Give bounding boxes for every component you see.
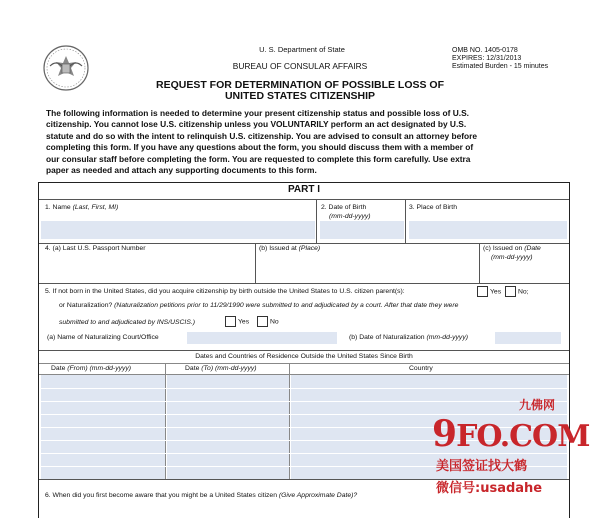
name-label: 1. Name (Last, First, MI) [45,204,119,211]
col-date-from: Date (From) (mm-dd-yyyy) [51,365,132,372]
q5-nat-no-checkbox[interactable] [257,316,268,327]
us-great-seal-icon [42,44,90,92]
q5-naturalization-options: Yes No [223,316,279,327]
nat-date-label: (b) Date of Naturalization (mm-dd-yyyy) [349,334,468,341]
estimated-burden: Estimated Burden - 15 minutes [452,63,549,70]
nat-date-input[interactable] [495,332,561,344]
passport-label: 4. (a) Last U.S. Passport Number [45,245,146,252]
contact-watermark: 美国签证找大鹤 微信号:usadahe [436,459,543,496]
site-watermark: 九佛网 9FO.COM [432,398,590,455]
court-label: (a) Name of Naturalizing Court/Office [47,334,159,341]
q5-options: Yes No; [475,286,529,297]
residence-table-title: Dates and Countries of Residence Outside the United States Since Birth [195,353,413,360]
part-title: PART I [287,184,321,195]
name-input[interactable] [41,221,315,239]
q5-no-checkbox[interactable] [505,286,516,297]
q5-text: 5. If not born in the United States, did you acquire citizenship by birth outside the United States to U.S. citizen parent(s): [45,288,405,295]
instructions-paragraph: The following information is needed to determine your present citizenship status and possible loss of U.S. citizenship. You cannot lose U.S. citizenship unless you VOLUNTARILY perform an act designated by U.S. statute and do so with the intent to relinquish U.S. citizenship. You are advised to consult an attorney before completing this form. If you have any questions about the form, you should discuss them with a member of our consular staff before completing the form. You are requested to complete this form carefully. Use extra paper as needed and attach any supporting documents to this form. [46,108,478,176]
dob-label: 2. Date of Birth [321,204,367,211]
court-input[interactable] [187,332,337,344]
q6-text: 6. When did you first become aware that you might be a United States citizen (Give Approximate Date)? [45,492,358,499]
pob-input[interactable] [409,221,567,239]
issued-on-hint: (mm-dd-yyyy) [491,254,533,261]
q5-naturalization-text-2: submitted to and adjudicated by INS/USCIS.) [59,319,196,326]
q5-yes-checkbox[interactable] [477,286,488,297]
expiration-date: EXPIRES: 12/31/2013 [452,55,522,62]
pob-label: 3. Place of Birth [409,204,457,211]
col-country: Country [409,365,433,372]
bureau-name: BUREAU OF CONSULAR AFFAIRS [232,61,368,71]
q5-naturalization-text: or Naturalization? (Naturalization petitions prior to 11/29/1990 were submitted to and adjudicated by a court. After that date they were [59,302,459,309]
dob-input[interactable] [320,221,404,239]
dob-hint: (mm-dd-yyyy) [329,213,371,220]
agency-name: U. S. Department of State [259,45,345,54]
omb-info [452,47,548,71]
issued-on-label: (c) Issued on (Date [483,245,541,252]
omb-number: OMB NO. 1405-0178 [452,47,518,54]
q5-nat-yes-checkbox[interactable] [225,316,236,327]
issued-at-label: (b) Issued at (Place) [259,245,321,252]
col-date-to: Date (To) (mm-dd-yyyy) [185,365,257,372]
form-title: REQUEST FOR DETERMINATION OF POSSIBLE LOSS OF UNITED STATES CITIZENSHIP [156,79,444,102]
